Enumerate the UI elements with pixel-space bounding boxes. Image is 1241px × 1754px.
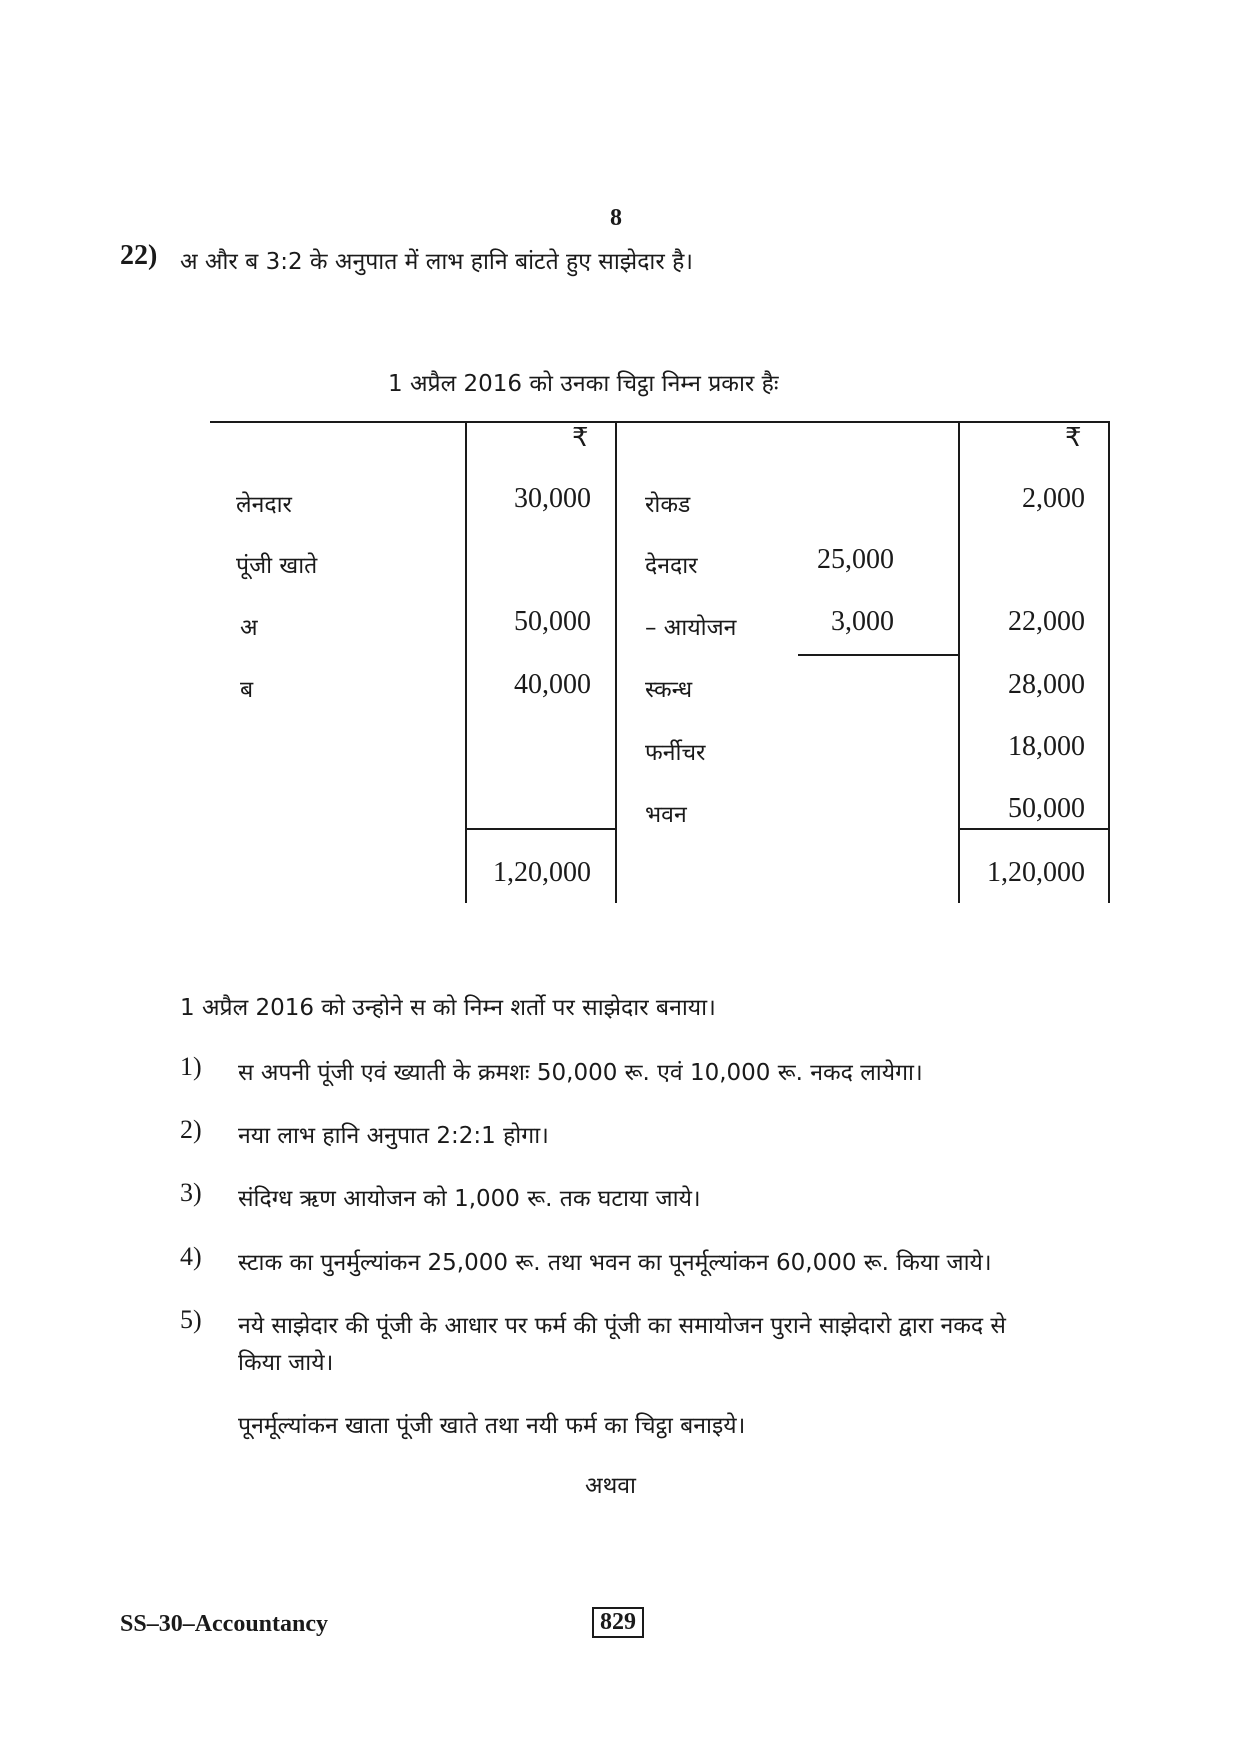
asset-sub-amount: 3,000: [831, 606, 894, 637]
asset-amount: 2,000: [1022, 483, 1085, 514]
asset-sub-amount: 25,000: [817, 544, 894, 575]
asset-label: स्कन्ध: [645, 677, 693, 703]
asset-label: – आयोजन: [645, 615, 737, 641]
term-text-continued: किया जाये।: [238, 1350, 334, 1376]
asset-amount: 28,000: [1008, 669, 1085, 700]
currency-symbol-liabilities: ₹: [572, 423, 589, 453]
balance-sheet-caption: 1 अप्रैल 2016 को उनका चिट्ठा निम्न प्रकार हैः: [388, 371, 779, 397]
page-number: 8: [610, 205, 622, 231]
term-text: स अपनी पूंजी एवं ख्याती के क्रमशः 50,000 रू. एवं 10,000 रू. नकद लायेगा।: [238, 1060, 923, 1086]
asset-amount: 18,000: [1008, 731, 1085, 762]
terms-intro: 1 अप्रैल 2016 को उन्होने स को निम्न शर्तो पर साझेदार बनाया।: [180, 995, 716, 1021]
liability-amount: 50,000: [514, 606, 591, 637]
asset-label: भवन: [645, 802, 687, 828]
term-number: 2): [180, 1115, 202, 1144]
asset-label: देनदार: [645, 553, 698, 579]
asset-amount: 22,000: [1008, 606, 1085, 637]
currency-symbol-assets: ₹: [1065, 423, 1082, 453]
liability-label: पूंजी खाते: [236, 553, 318, 579]
footer-subject-code: SS–30–Accountancy: [120, 1611, 329, 1637]
term-text: नये साझेदार की पूंजी के आधार पर फर्म की पूंजी का समायोजन पुराने साझेदारो द्वारा नकद से: [238, 1313, 1006, 1339]
total-assets: 1,20,000: [987, 857, 1085, 888]
term-text: स्टाक का पुनर्मुल्यांकन 25,000 रू. तथा भवन का पूनर्मूल्यांकन 60,000 रू. किया जाये।: [238, 1250, 992, 1276]
question-number: 22): [120, 240, 158, 271]
liability-amount: 30,000: [514, 483, 591, 514]
term-number: 4): [180, 1242, 202, 1271]
question-text: अ और ब 3:2 के अनुपात में लाभ हानि बांटते हुए साझेदार है।: [180, 249, 694, 275]
footer-page-code: 829: [592, 1607, 644, 1638]
liability-label: लेनदार: [236, 492, 292, 518]
asset-label: फर्नीचर: [645, 740, 706, 766]
asset-amount: 50,000: [1008, 793, 1085, 824]
term-number: 3): [180, 1178, 202, 1207]
term-number: 1): [180, 1052, 202, 1081]
term-number: 5): [180, 1305, 202, 1334]
instruction-text: पूनर्मूल्यांकन खाता पूंजी खाते तथा नयी फर्म का चिट्ठा बनाइये।: [238, 1413, 746, 1439]
term-text: संदिग्ध ऋण आयोजन को 1,000 रू. तक घटाया जाये।: [238, 1186, 701, 1212]
asset-label: रोकड: [645, 492, 691, 518]
or-separator: अथवा: [585, 1473, 637, 1499]
term-text: नया लाभ हानि अनुपात 2:2:1 होगा।: [238, 1123, 549, 1149]
liability-label: ब: [240, 677, 254, 703]
liability-label: अ: [240, 615, 258, 641]
liability-amount: 40,000: [514, 669, 591, 700]
total-liabilities: 1,20,000: [493, 857, 591, 888]
